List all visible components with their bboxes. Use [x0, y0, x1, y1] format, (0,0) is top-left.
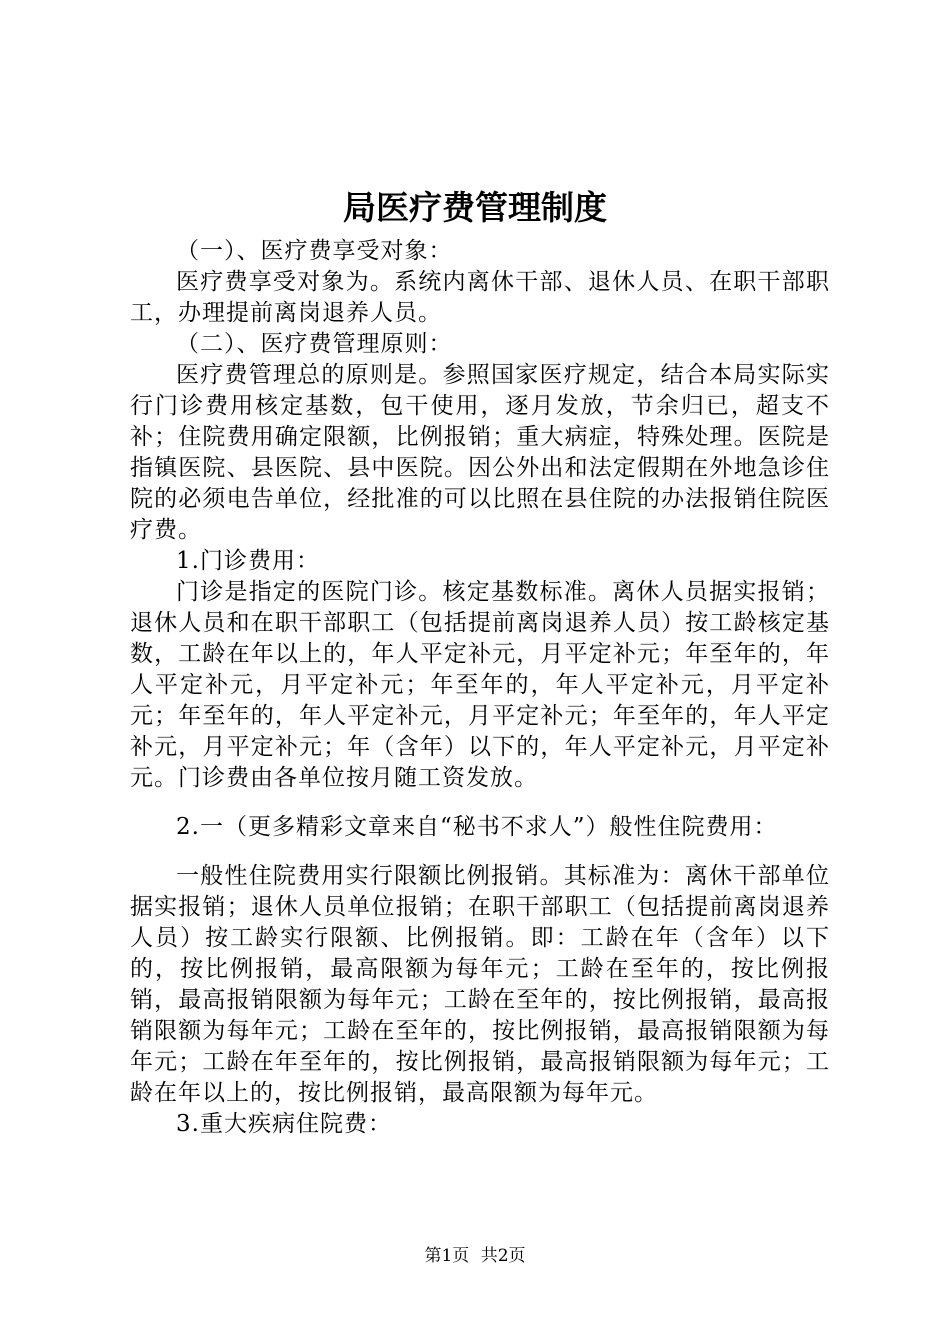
subheading-general-inpatient: 2.一（更多精彩文章来自“秘书不求人”）般性住院费用： [176, 814, 778, 840]
document-title: 局医疗费管理制度 [343, 188, 607, 227]
paragraph-principles: 医疗费管理总的原则是。参照国家医疗规定，结合本局实际实行门诊费用核定基数，包干使用，逐月发放，节余归已，超支不补；住院费用确定限额，比例报销；重大病症，特殊处理。医院是指镇医院、县医院、县中医院。因公外出和法定假期在外地急诊住院的必须电告单位，经批准的可以比照在县住院的办法报销住院医疗费。 [130, 362, 830, 543]
document-body [130, 236, 830, 1140]
page-footer [0, 1244, 950, 1268]
paragraph-outpatient: 门诊是指定的医院门诊。核定基数标准。离休人员据实报销；退休人员和在职干部职工（包括提前离岗退养人员）按工龄核定基数，工龄在年以上的，年人平定补元，月平定补元；年至年的，年人平定补元，月平定补元；年至年的，年人平定补元，月平定补元；年至年的，年人平定补元，月平定补元；年至年的，年人平定补元，月平定补元；年（含年）以下的，年人平定补元，月平定补元。门诊费由各单位按月随工资发放。 [130, 579, 830, 791]
page-total: 共2页 [480, 1246, 526, 1266]
subheading-major-illness: 3.重大疾病住院费： [176, 1111, 392, 1137]
paragraph-general-inpatient: 一般性住院费用实行限额比例报销。其标准为：离休干部单位据实报销；退休人员单位报销；在职干部职工（包括提前离岗退养人员）按工龄实行限额、比例报销。即：工龄在年（含年）以下的，按比例报销，最高限额为每年元；工龄在至年的，按比例报销，最高报销限额为每年元；工龄在至年的，按比例报销，最高报销限额为每年元；工龄在至年的，按比例报销，最高报销限额为每年元；工龄在年至年的，按比例报销，最高报销限额为每年元；工龄在年以上的，按比例报销，最高限额为每年元。 [130, 863, 830, 1106]
section-heading-principles: （二）、医疗费管理原则： [176, 331, 453, 357]
page-number: 第1页 [424, 1246, 470, 1266]
subheading-outpatient: 1.门诊费用： [176, 548, 320, 574]
section-heading-recipients: （一）、医疗费享受对象： [176, 238, 453, 264]
paragraph-recipients: 医疗费享受对象为。系统内离休干部、退休人员、在职干部职工，办理提前离岗退养人员。 [130, 269, 830, 326]
